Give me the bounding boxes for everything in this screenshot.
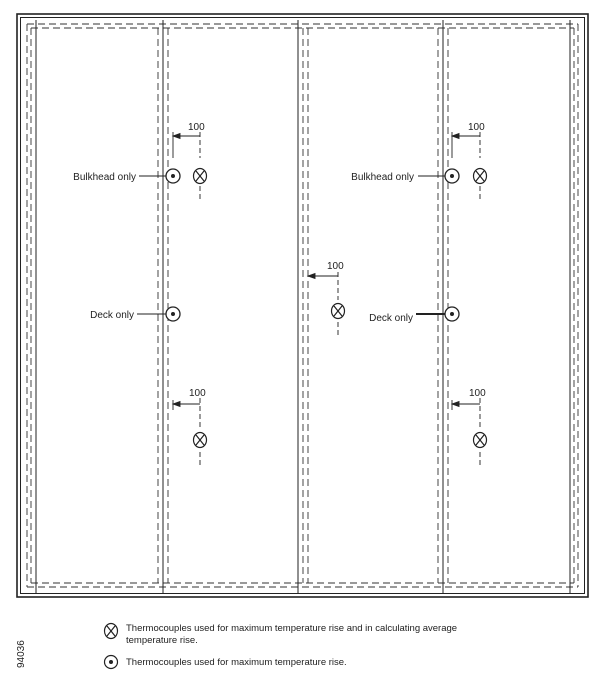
cross-thermocouple: [474, 433, 487, 448]
deck-only-label: Deck only: [90, 310, 134, 321]
perimeter-stiffeners: [27, 24, 578, 587]
legend-dot-icon: [105, 656, 118, 669]
deck-only-label: Deck only: [369, 313, 413, 324]
inner-frame: [21, 18, 585, 594]
cross-thermocouple: [194, 433, 207, 448]
cross-thermocouple: [194, 169, 207, 184]
dimension-label: 100: [469, 388, 486, 399]
dot-thermocouple: [445, 307, 459, 321]
outer-frame: [17, 14, 588, 597]
dimension-label: 100: [189, 388, 206, 399]
dimension-label: 100: [468, 122, 485, 133]
dot-thermocouple: [166, 169, 180, 183]
legend-cross-text-line2: temperature rise.: [126, 635, 198, 646]
cross-thermocouple: [474, 169, 487, 184]
figure-id: 94036: [16, 640, 27, 668]
legend-cross-text-line1: Thermocouples used for maximum temperature rise and in calculating average: [126, 623, 458, 634]
cross-thermocouple: [332, 304, 345, 319]
dimension-label: 100: [188, 122, 205, 133]
bulkhead-only-label: Bulkhead only: [73, 172, 136, 183]
dot-thermocouple: [166, 307, 180, 321]
dimension-top-left: [173, 132, 200, 200]
dimension-top-right: [452, 132, 480, 200]
dimension-bottom-left: [173, 398, 200, 468]
stiffener-lines: [158, 28, 448, 583]
dimension-bottom-right: [452, 398, 480, 468]
dot-thermocouple: [445, 169, 459, 183]
leader-lines: [137, 176, 445, 314]
legend-cross-icon: [105, 624, 118, 639]
legend-dot-text: Thermocouples used for maximum temperature rise.: [126, 657, 347, 668]
bulkhead-only-label: Bulkhead only: [351, 172, 414, 183]
dimension-label: 100: [327, 261, 344, 272]
